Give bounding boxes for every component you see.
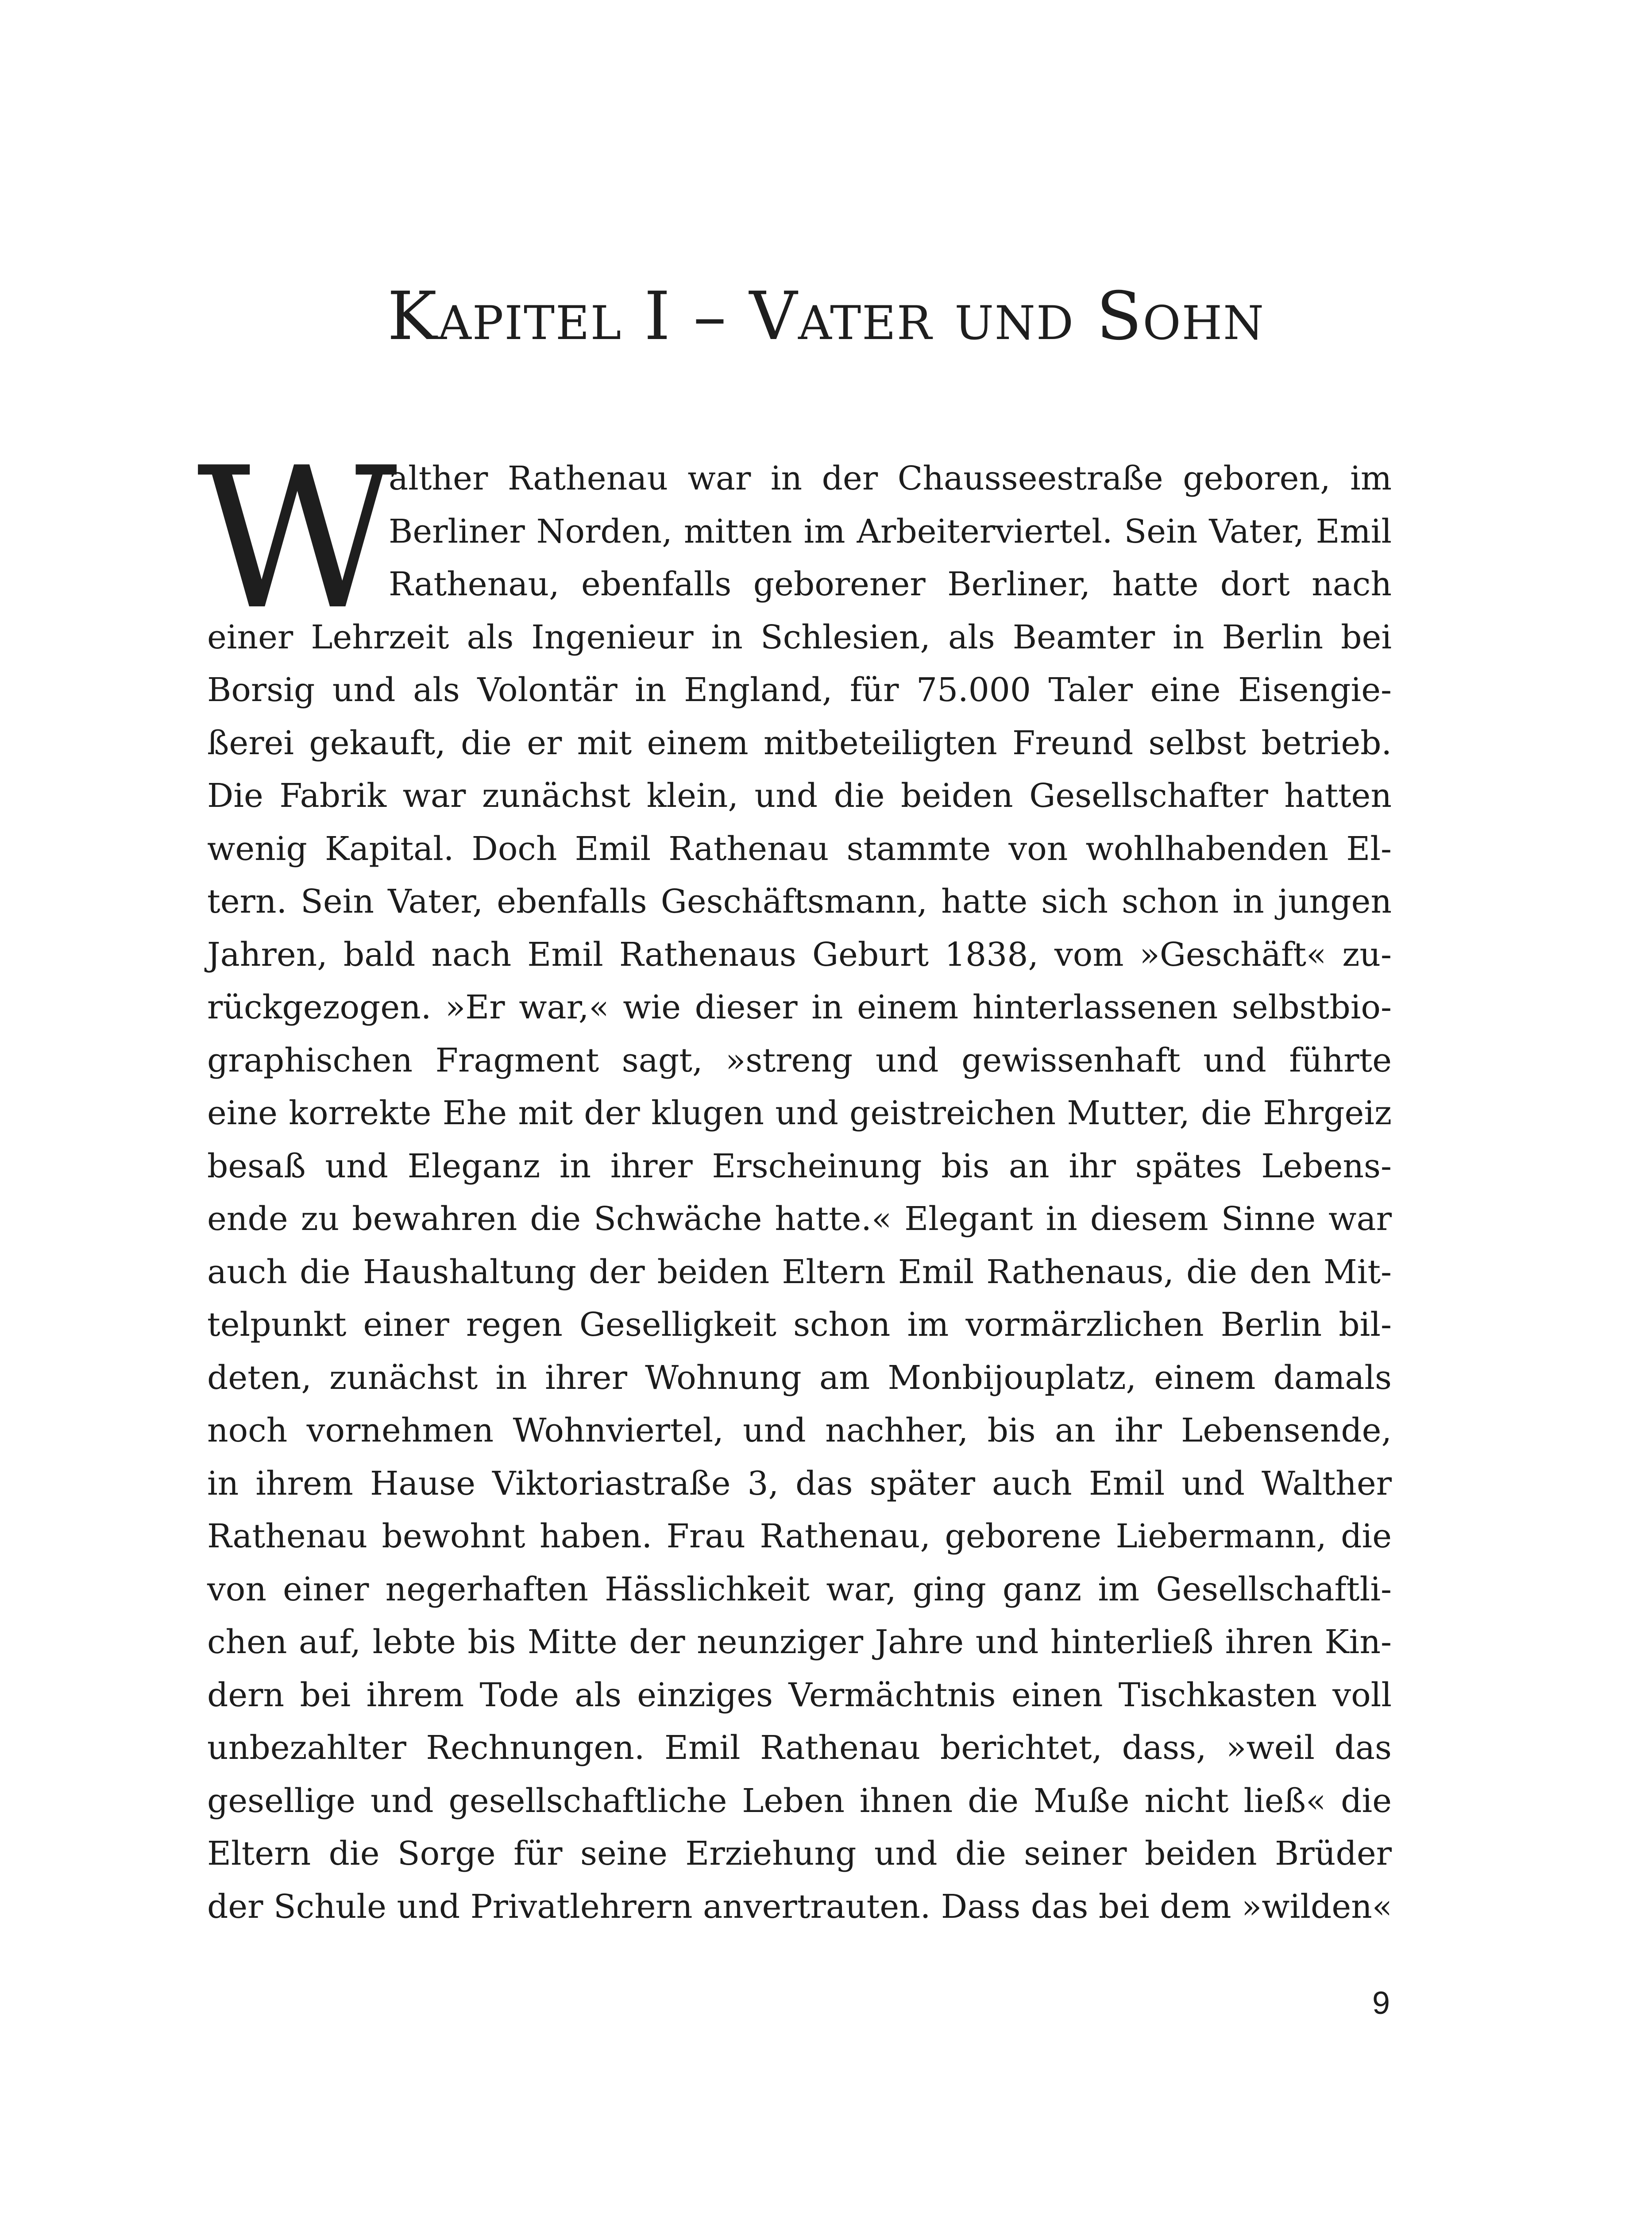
- text-line: dern bei ihrem Tode als einziges Vermächtnis einen Tischkasten voll: [207, 1676, 1392, 1714]
- text-line: unbezahlter Rechnungen. Emil Rathenau berichtet, dass, »weil das: [207, 1729, 1392, 1767]
- text-line: Berliner Norden, mitten im Arbeiterviertel. Sein Vater, Emil: [389, 512, 1392, 551]
- text-line: ende zu bewahren die Schwäche hatte.« Elegant in diesem Sinne war: [207, 1200, 1392, 1238]
- chapter-title: Kapitel I – Vater und Sohn: [387, 278, 1265, 355]
- text-line: von einer negerhaften Hässlichkeit war, ging ganz im Gesellschaftli-: [207, 1570, 1392, 1608]
- page-number: 9: [1372, 1986, 1390, 2021]
- text-line: der Schule und Privatlehrern anvertrauten. Dass das bei dem »wilden«: [207, 1887, 1393, 1926]
- text-line: Eltern die Sorge für seine Erziehung und die seiner beiden Brüder: [207, 1835, 1392, 1873]
- text-line: besaß und Eleganz in ihrer Erscheinung bis an ihr spätes Lebens-: [207, 1147, 1392, 1185]
- text-line: eine korrekte Ehe mit der klugen und geistreichen Mutter, die Ehrgeiz: [207, 1094, 1392, 1132]
- text-line: ßerei gekauft, die er mit einem mitbeteiligten Freund selbst betrieb.: [207, 724, 1392, 762]
- text-line: alther Rathenau war in der Chausseestraße geboren, im: [389, 459, 1392, 497]
- text-line: auch die Haushaltung der beiden Eltern Emil Rathenaus, die den Mit-: [207, 1253, 1392, 1291]
- body-text: [207, 452, 1392, 1933]
- text-line: wenig Kapital. Doch Emil Rathenau stammte von wohlhabenden El-: [207, 829, 1392, 868]
- text-line: telpunkt einer regen Geselligkeit schon im vormärzlichen Berlin bil-: [207, 1306, 1392, 1344]
- text-line: tern. Sein Vater, ebenfalls Geschäftsmann, hatte sich schon in jungen: [207, 883, 1392, 921]
- text-line: einer Lehrzeit als Ingenieur in Schlesien, als Beamter in Berlin bei: [207, 618, 1392, 656]
- text-line: Jahren, bald nach Emil Rathenaus Geburt 1838, vom »Geschäft« zu-: [207, 935, 1392, 974]
- text-line: Die Fabrik war zunächst klein, und die beiden Gesellschafter hatten: [207, 777, 1392, 815]
- text-line: rückgezogen. »Er war,« wie dieser in einem hinterlassenen selbstbio-: [207, 988, 1392, 1026]
- text-line: deten, zunächst in ihrer Wohnung am Monbijouplatz, einem damals: [207, 1358, 1392, 1397]
- text-line: chen auf, lebte bis Mitte der neunziger Jahre und hinterließ ihren Kin-: [207, 1623, 1392, 1661]
- drop-cap: W: [197, 426, 398, 652]
- text-line: Rathenau, ebenfalls geborener Berliner, hatte dort nach: [389, 565, 1392, 603]
- text-line: Borsig und als Volontär in England, für 75.000 Taler eine Eisengie-: [207, 671, 1392, 709]
- text-line: noch vornehmen Wohnviertel, und nachher, bis an ihr Lebensende,: [207, 1411, 1392, 1450]
- text-line: gesellige und gesellschaftliche Leben ihnen die Muße nicht ließ« die: [207, 1781, 1392, 1820]
- text-line: graphischen Fragment sagt, »streng und gewissenhaft und führte: [207, 1041, 1392, 1080]
- text-line: Rathenau bewohnt haben. Frau Rathenau, geborene Liebermann, die: [207, 1517, 1392, 1555]
- text-line: in ihrem Hause Viktoriastraße 3, das später auch Emil und Walther: [207, 1464, 1392, 1503]
